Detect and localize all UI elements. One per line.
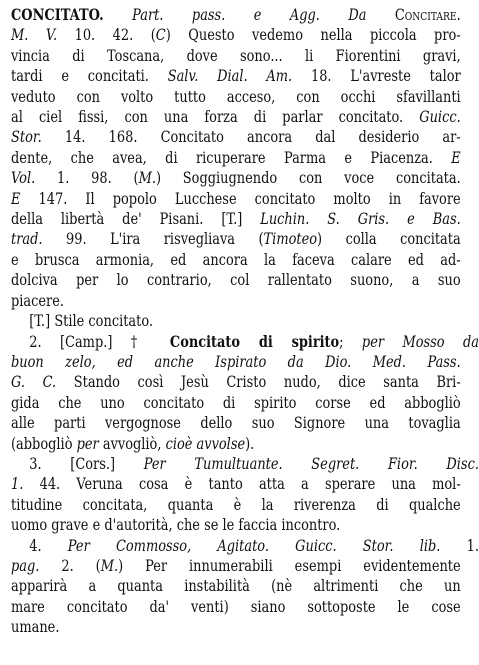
text-run: Guicc.: [419, 108, 461, 127]
text-run: 2. (: [39, 556, 101, 575]
text-line: [11, 393, 461, 413]
entry-paragraph: [11, 5, 461, 311]
text-line: [11, 311, 479, 331]
text-run: per: [76, 434, 99, 453]
text-run: Timoteo: [263, 230, 318, 249]
text-run: [104, 6, 132, 24]
text-run: 14. 168. Concitato ancora dal desiderio ar-: [41, 128, 461, 147]
text-run: Vol.: [11, 169, 36, 188]
text-run: umane.: [11, 618, 60, 637]
text-run: uomo grave e d'autorità, che se le faccia incontro.: [11, 516, 341, 535]
text-line: [11, 515, 461, 535]
text-line: [11, 5, 461, 25]
text-run: alle parti vergognose dello suo Signore una tovaglia: [11, 414, 461, 433]
text-run: trad.: [11, 230, 43, 249]
text-line: [11, 127, 461, 147]
text-run: 10. 42. (: [57, 26, 156, 45]
text-run: al ciel fissi, con una forza di parlar concitato.: [11, 108, 420, 127]
sense-4-paragraph: [11, 536, 479, 638]
text-line: [11, 576, 461, 596]
text-run: Stor.: [11, 128, 42, 147]
text-run: Luchin. S. Gris. e Bas.: [260, 210, 461, 229]
text-run: Concitare: [394, 6, 457, 24]
text-run: avvogliò,: [98, 434, 166, 453]
text-line: [11, 168, 461, 188]
text-line: [11, 413, 461, 433]
sense-2-paragraph: [11, 331, 479, 454]
text-line: [11, 66, 461, 86]
text-run: mare concitato da' venti) siano sottoposte le cose: [11, 597, 461, 616]
text-run: ;: [339, 332, 362, 351]
text-run: 1. 98. (: [35, 169, 139, 188]
text-run: Part. pass. e Agg. Da: [132, 6, 395, 24]
text-line: [11, 352, 461, 372]
text-run: apparirà a quanta instabilità (nè altrimenti che un: [11, 577, 461, 596]
text-run: pag.: [11, 556, 40, 575]
text-run: G. C.: [11, 373, 57, 392]
text-run: 2. [Camp.] †: [29, 332, 170, 351]
text-line: [11, 46, 461, 66]
text-line: [11, 87, 461, 107]
text-line: [11, 250, 461, 270]
text-line: [11, 270, 461, 290]
text-run: M. V.: [11, 26, 58, 45]
text-line: [11, 372, 461, 392]
text-run: dolciva per lo contrario, col rallentato suono, a suo: [11, 271, 461, 290]
text-run: 44. Veruna cosa è tanto atta a sperare una mol-: [23, 475, 461, 494]
text-run: CONCITATO.: [11, 5, 104, 24]
text-run: 1.: [440, 536, 479, 555]
text-run: della libertà de' Pisani. [T.]: [11, 210, 261, 229]
text-run: ) colla concitata: [317, 230, 461, 249]
text-run: (abbogliò: [11, 434, 77, 453]
text-run: [T.] Stile concitato.: [29, 312, 154, 331]
text-line: [11, 617, 461, 637]
text-run: tardi e concitati.: [11, 67, 168, 86]
text-run: E: [451, 148, 461, 167]
text-line: [11, 148, 461, 168]
text-run: titudine concitata, quanta è la riverenza di qualche: [11, 495, 461, 514]
text-run: buon zelo, ed anche Ispirato da Dio. Med. Pass.: [11, 352, 461, 371]
text-line: [11, 495, 461, 515]
sense-1-paragraph: [11, 311, 461, 331]
text-line: [11, 556, 461, 576]
text-line: [11, 597, 461, 617]
text-run: veduto con volto tutto acceso, con occhi sfavillanti: [11, 87, 461, 106]
text-run: e brusca armonia, ed ancora la faceva calare ed ad-: [11, 250, 461, 269]
text-line: [11, 291, 461, 311]
text-run: Salv. Dial. Am.: [167, 67, 293, 86]
text-run: ) Questo vedemo nella piccola pro-: [165, 26, 461, 45]
text-run: ) Soggiugnendo con voce concitata.: [155, 169, 461, 188]
text-run: piacere.: [11, 291, 65, 310]
text-line: [11, 454, 479, 474]
text-line: [11, 536, 479, 556]
text-run: Stando così Jesù Cristo nudo, dice santa Bri-: [56, 373, 461, 392]
text-run: Per Commosso, Agitato. Guicc. Stor. lib.: [67, 536, 441, 555]
text-run: Concitato di spirito: [169, 331, 340, 351]
text-line: [11, 332, 479, 352]
text-run: 4.: [29, 536, 68, 555]
text-line: [11, 434, 461, 454]
sense-3-paragraph: [11, 454, 479, 536]
text-run: 99. L'ira risvegliava (: [42, 230, 264, 249]
text-run: cioè avvolse: [165, 434, 246, 453]
text-line: [11, 229, 461, 249]
text-run: gida che uno concitato di spirito corse ed abbogliò: [11, 393, 461, 412]
text-run: 3. [Cors.]: [29, 454, 144, 473]
text-run: Per Tumultuante. Segret. Fior. Disc.: [143, 454, 479, 473]
text-run: E: [11, 189, 21, 208]
text-run: 1.: [11, 475, 24, 494]
text-run: vincia di Toscana, dove sono... li Fiorentini gravi,: [11, 46, 461, 65]
text-run: ).: [245, 434, 255, 453]
text-run: ) Per innumerabili esempi evidentemente: [118, 556, 461, 575]
text-run: 18. L'avreste talor: [292, 67, 461, 86]
text-line: [11, 209, 461, 229]
text-run: .: [456, 6, 461, 24]
text-run: dente, che avea, di ricuperare Parma e Piacenza.: [11, 148, 452, 167]
text-line: [11, 189, 461, 209]
text-run: M.: [100, 556, 119, 575]
text-run: C: [155, 26, 166, 45]
text-line: [11, 474, 461, 494]
text-line: [11, 25, 461, 45]
text-line: [11, 107, 461, 127]
text-run: per Mosso da: [361, 332, 479, 351]
text-run: 147. Il popolo Lucchese concitato molto in favore: [20, 189, 461, 208]
text-run: M.: [138, 169, 156, 188]
